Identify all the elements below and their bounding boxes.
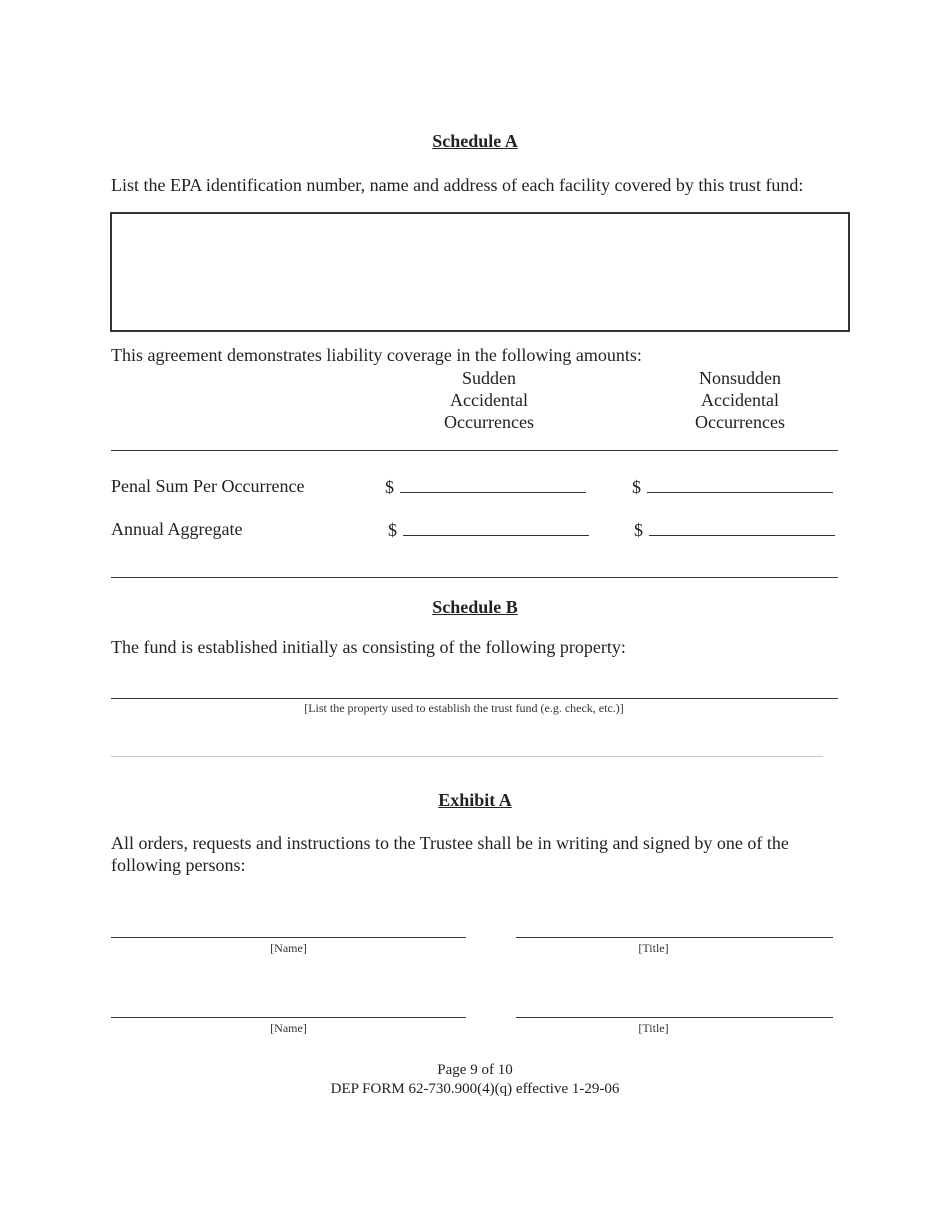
row-label-annual-aggregate: Annual Aggregate bbox=[111, 519, 243, 539]
facility-list-box[interactable] bbox=[110, 212, 850, 332]
schedule-a-instruction: List the EPA identification number, name and address of each facility covered by this trust fund: bbox=[111, 175, 804, 195]
table-bottom-rule bbox=[111, 577, 838, 578]
schedule-b-heading: Schedule B bbox=[432, 597, 518, 617]
name-signature-line-1[interactable] bbox=[111, 937, 466, 938]
coverage-intro: This agreement demonstrates liability coverage in the following amounts: bbox=[111, 345, 642, 365]
column-header-sudden: Sudden Accidental Occurrences bbox=[444, 368, 534, 432]
penal-sum-nonsudden-field[interactable]: $ bbox=[632, 476, 833, 498]
table-top-rule bbox=[111, 450, 838, 451]
penal-sum-sudden-field[interactable]: $ bbox=[385, 476, 586, 498]
title-label-1: [Title] bbox=[638, 941, 669, 955]
exhibit-a-text-line1: All orders, requests and instructions to the Trustee shall be in writing and signed by one of the bbox=[111, 833, 789, 853]
row-label-penal-sum: Penal Sum Per Occurrence bbox=[111, 476, 305, 496]
title-label-2: [Title] bbox=[638, 1021, 669, 1035]
name-label-2: [Name] bbox=[270, 1021, 307, 1035]
name-signature-line-2[interactable] bbox=[111, 1017, 466, 1018]
title-signature-line-2[interactable] bbox=[516, 1017, 833, 1018]
property-line[interactable] bbox=[111, 698, 838, 699]
page-number: Page 9 of 10 bbox=[437, 1062, 513, 1078]
schedule-a-heading: Schedule A bbox=[432, 131, 518, 151]
schedule-b-text: The fund is established initially as consisting of the following property: bbox=[111, 637, 626, 657]
name-label-1: [Name] bbox=[270, 941, 307, 955]
exhibit-a-heading: Exhibit A bbox=[438, 790, 512, 810]
section-divider bbox=[111, 756, 823, 757]
column-header-nonsudden: Nonsudden Accidental Occurrences bbox=[695, 368, 785, 432]
form-identifier: DEP FORM 62-730.900(4)(q) effective 1-29-06 bbox=[330, 1081, 620, 1097]
exhibit-a-text-line2: following persons: bbox=[111, 855, 246, 875]
title-signature-line-1[interactable] bbox=[516, 937, 833, 938]
annual-aggregate-sudden-field[interactable]: $ bbox=[388, 519, 589, 541]
property-hint: [List the property used to establish the trust fund (e.g. check, etc.)] bbox=[304, 701, 624, 715]
annual-aggregate-nonsudden-field[interactable]: $ bbox=[634, 519, 835, 541]
